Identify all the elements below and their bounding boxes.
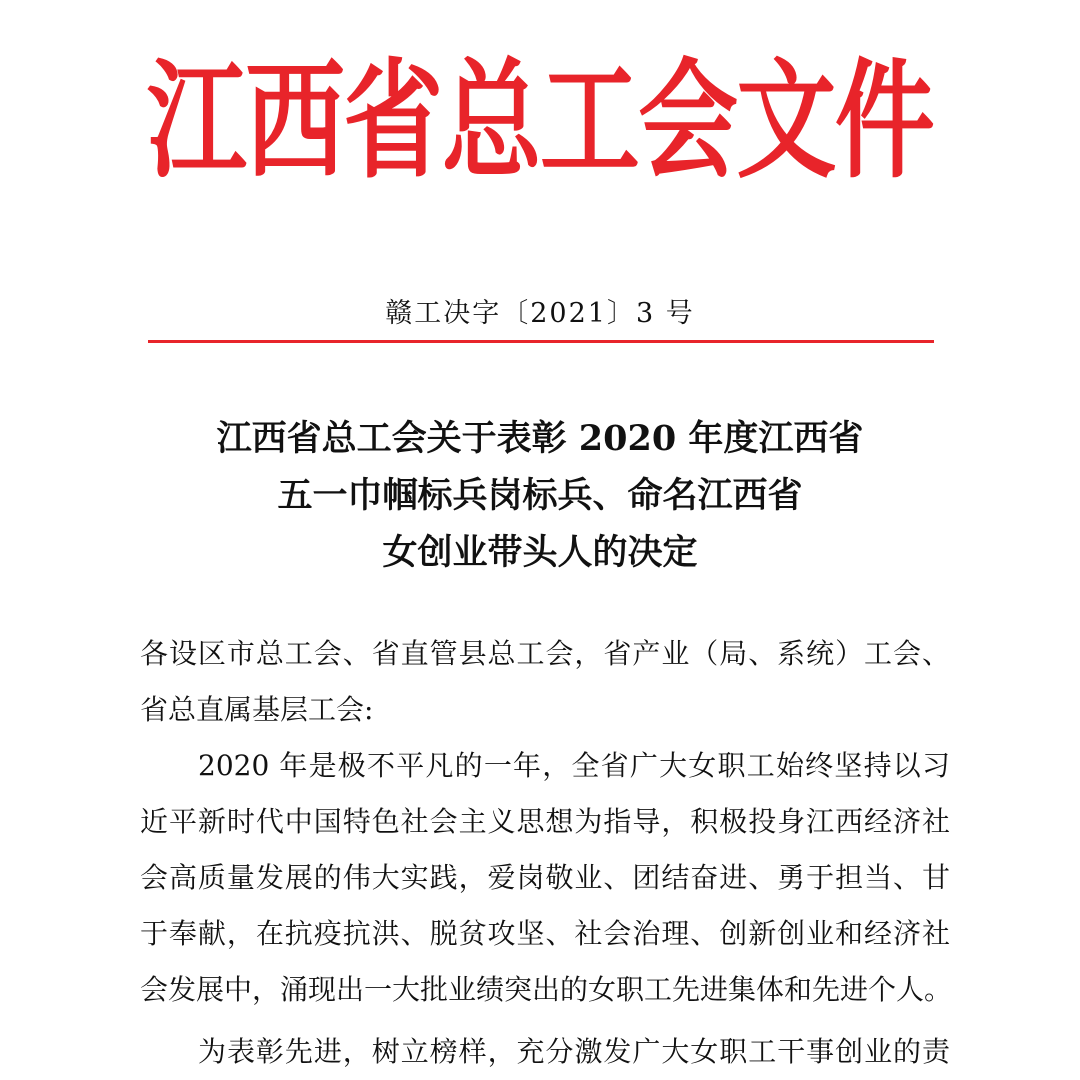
- document-number: 赣工决字〔2021〕3 号: [385, 298, 695, 329]
- decision-title-line-1: 江西省总工会关于表彰 2020 年度江西省: [216, 418, 864, 459]
- document-header-title: 江西省总工会文件: [146, 47, 934, 196]
- decision-title-line-2: 五一巾帼标兵岗标兵、命名江西省: [277, 475, 803, 516]
- decision-title-line-3: 女创业带头人的决定: [382, 532, 698, 573]
- paragraph-line: 为表彰先进，树立榜样，充分激发广大女职工干事创业的责: [198, 1035, 950, 1068]
- addressee-line-2: 省总直属基层工会:: [140, 693, 374, 726]
- paragraph-line: 近平新时代中国特色社会主义思想为指导，积极投身江西经济社: [140, 805, 950, 838]
- red-divider-line: [148, 340, 934, 343]
- decision-title: [0, 410, 1080, 581]
- document-body: [140, 626, 953, 1080]
- paragraph-line: 会高质量发展的伟大实践，爱岗敬业、团结奋进、勇于担当、甘: [140, 861, 950, 894]
- paragraph-line: 2020 年是极不平凡的一年，全省广大女职工始终坚持以习: [198, 749, 950, 782]
- paragraph-line: 于奉献，在抗疫抗洪、脱贫攻坚、社会治理、创新创业和经济社: [140, 917, 950, 950]
- paragraph-line: 会发展中，涌现出一大批业绩突出的女职工先进集体和先进个人。: [140, 973, 953, 1006]
- addressee-line-1: 各设区市总工会、省直管县总工会，省产业（局、系统）工会、: [140, 637, 950, 670]
